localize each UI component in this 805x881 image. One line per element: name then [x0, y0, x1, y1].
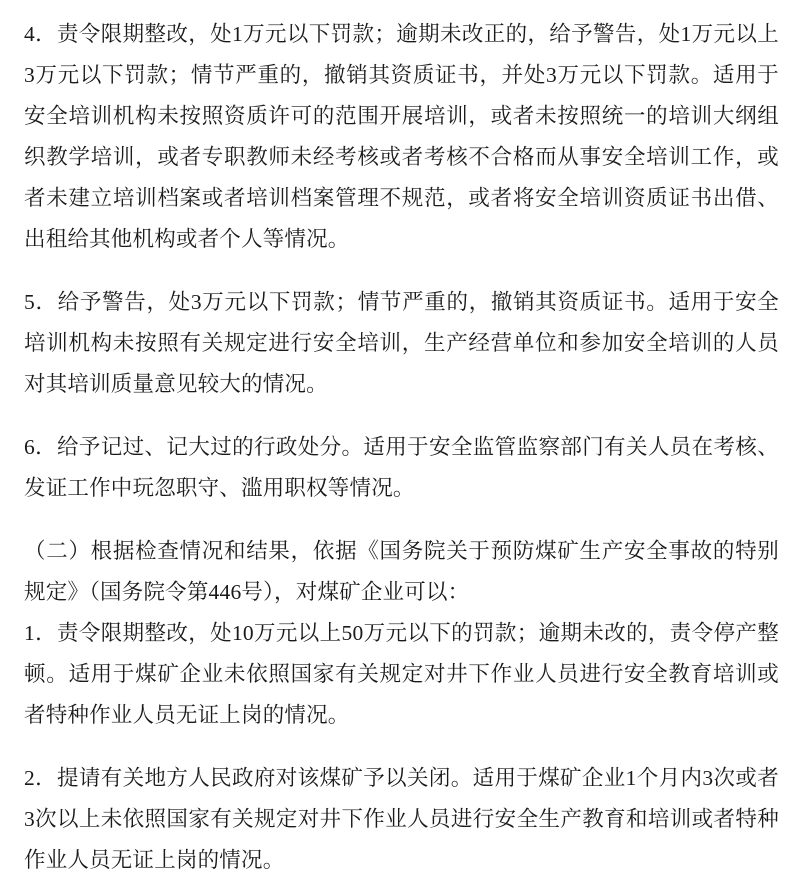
paragraph-section-2-heading: （二）根据检查情况和结果，依据《国务院关于预防煤矿生产安全事故的特别规定》（国务院令第446号），对煤矿企业可以： [24, 539, 779, 604]
paragraph-section-2-item-1: 1．责令限期整改，处10万元以上50万元以下的罚款；逾期未改的，责令停产整顿。适用于煤矿企业未依照国家有关规定对井下作业人员进行安全教育培训或者特种作业人员无证上岗的情况。 [24, 621, 779, 727]
paragraph-section-2-item-2: 2．提请有关地方人民政府对该煤矿予以关闭。适用于煤矿企业1个月内3次或者3次以上未依照国家有关规定对井下作业人员进行安全生产教育和培训或者特种作业人员无证上岗的情况。 [24, 766, 779, 872]
paragraph-item-5: 5．给予警告，处3万元以下罚款；情节严重的，撤销其资质证书。适用于安全培训机构未按照有关规定进行安全培训，生产经营单位和参加安全培训的人员对其培训质量意见较大的情况。 [24, 290, 779, 396]
paragraph-item-6: 6．给予记过、记大过的行政处分。适用于安全监管监察部门有关人员在考核、发证工作中玩忽职守、滥用职权等情况。 [24, 435, 779, 500]
paragraph-item-4: 4．责令限期整改，处1万元以下罚款；逾期未改正的，给予警告，处1万元以上3万元以下罚款；情节严重的，撤销其资质证书，并处3万元以下罚款。适用于安全培训机构未按照资质许可的范围开展培训，或者未按照统一的培训大纲组织教学培训，或者专职教师未经考核或者考核不合格而从事安全培训工作，或者未建立培训档案或者培训档案管理不规范，或者将安全培训资质证书出借、出租给其他机构或者个人等情况。 [24, 22, 779, 251]
